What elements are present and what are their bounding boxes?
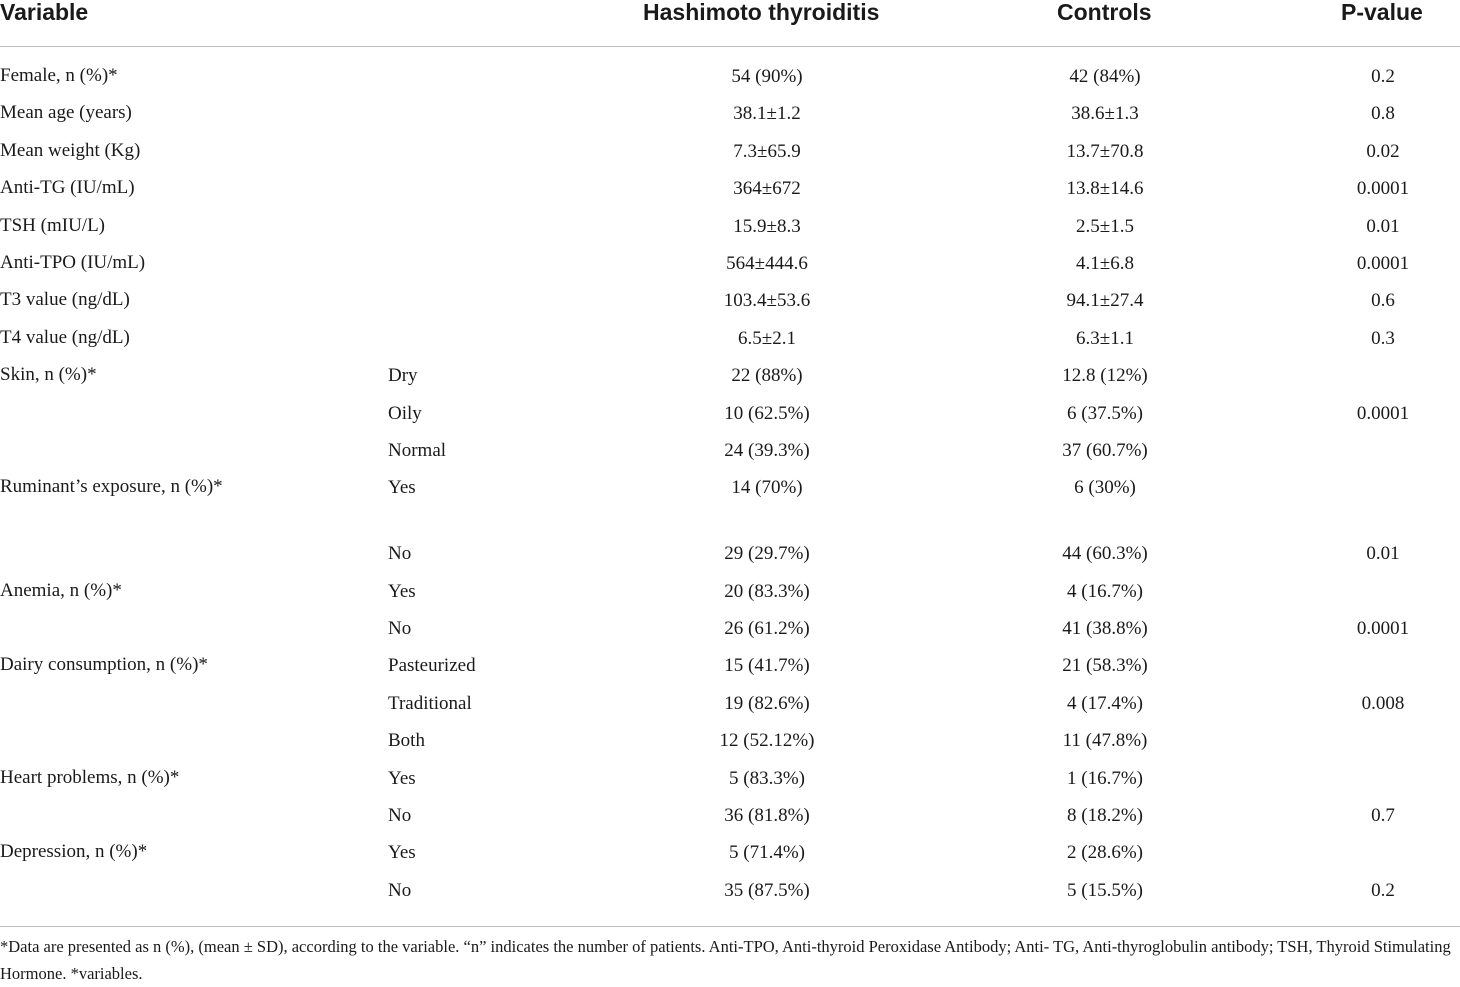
table-row [0,62,1460,99]
cell-hashimoto: 35 (87.5%) [724,879,810,901]
cell-pvalue: 0.2 [1371,66,1395,87]
cell-pvalue: 0.2 [1371,879,1395,901]
header-controls: Controls [1057,0,1152,25]
cell-pvalue: 0.7 [1371,805,1395,827]
cell-controls: 4 (17.4%) [1067,692,1143,714]
cell-hashimoto: 14 (70%) [731,477,803,499]
cell-hashimoto: 103.4±53.6 [723,290,811,312]
cell-pvalue: 0.02 [1366,140,1400,162]
cell-subcategory: Yes [388,477,416,499]
table-row [0,689,1460,726]
cell-variable: Ruminant’s exposure, n (%)* [0,476,223,498]
cell-variable: Heart problems, n (%)* [0,766,180,788]
cell-subcategory: No [388,879,412,901]
cell-hashimoto: 54 (90%) [731,66,803,87]
cell-pvalue: 0.0001 [1356,178,1410,200]
cell-controls: 11 (47.8%) [1062,730,1148,752]
cell-controls: 42 (84%) [1069,66,1141,87]
cell-controls: 4 (16.7%) [1067,580,1143,602]
table-row [0,286,1460,323]
table-row [0,399,1460,436]
cell-hashimoto: 38.1±1.2 [733,103,801,125]
cell-hashimoto: 24 (39.3%) [724,439,810,461]
cell-controls: 2 (28.6%) [1067,842,1143,864]
cell-pvalue: 0.01 [1366,543,1400,565]
cell-hashimoto: 15.9±8.3 [733,215,801,237]
cell-variable: Dairy consumption, n (%)* [0,654,208,676]
table-row [0,324,1460,361]
cell-subcategory: Yes [388,767,416,789]
cell-pvalue: 0.008 [1361,692,1405,714]
cell-controls: 13.7±70.8 [1066,140,1144,162]
table-row [0,801,1460,838]
cell-variable: Mean age (years) [0,102,132,124]
table-row [0,539,1460,576]
cell-subcategory: No [388,543,412,565]
table-row [0,651,1460,688]
cell-variable: Anemia, n (%)* [0,579,122,601]
cell-controls: 5 (15.5%) [1067,879,1143,901]
cell-pvalue: 0.6 [1371,290,1395,312]
table-row [0,838,1460,875]
cell-subcategory: Dry [388,365,418,387]
cell-pvalue: 0.8 [1371,103,1395,125]
table-row [0,614,1460,651]
header-hashimoto: Hashimoto thyroiditis [643,0,880,25]
cell-pvalue: 0.0001 [1356,402,1410,424]
cell-variable: Skin, n (%)* [0,364,97,386]
cell-subcategory: Traditional [388,692,472,714]
cell-hashimoto: 12 (52.12%) [719,730,815,752]
cell-hashimoto: 364±672 [733,178,801,200]
table-row [0,473,1460,539]
table-row [0,436,1460,473]
cell-controls: 41 (38.8%) [1062,618,1148,640]
table-row [0,876,1460,913]
table-row [0,137,1460,174]
cell-controls: 6 (37.5%) [1067,402,1143,424]
cell-variable: Anti-TG (IU/mL) [0,177,135,199]
cell-hashimoto: 564±444.6 [726,252,808,274]
cell-hashimoto: 6.5±2.1 [738,327,796,349]
cell-controls: 38.6±1.3 [1071,103,1139,125]
cell-controls: 1 (16.7%) [1067,767,1143,789]
table-row [0,577,1460,614]
cell-variable: T4 value (ng/dL) [0,326,130,348]
table-row [0,764,1460,801]
table-header [0,0,1460,47]
cell-controls: 13.8±14.6 [1066,178,1144,200]
cell-subcategory: Both [388,730,425,752]
cell-subcategory: Oily [388,402,422,424]
cell-controls: 44 (60.3%) [1062,543,1148,565]
header-variable: Variable [0,0,89,25]
cell-controls: 6.3±1.1 [1076,327,1134,349]
cell-controls: 2.5±1.5 [1076,215,1134,237]
cell-hashimoto: 29 (29.7%) [724,543,810,565]
table-row [0,726,1460,763]
cell-hashimoto: 15 (41.7%) [724,655,810,677]
cell-subcategory: Yes [388,842,416,864]
cell-controls: 12.8 (12%) [1062,365,1148,387]
cell-pvalue: 0.0001 [1356,252,1410,274]
cell-subcategory: No [388,805,412,827]
cell-controls: 21 (58.3%) [1062,655,1148,677]
cell-hashimoto: 26 (61.2%) [724,618,810,640]
cell-hashimoto: 10 (62.5%) [724,402,810,424]
cell-pvalue: 0.01 [1366,215,1400,237]
cell-variable: Female, n (%)* [0,65,118,86]
table-row [0,174,1460,211]
cell-controls: 6 (30%) [1074,477,1136,499]
cell-subcategory: Normal [388,439,447,461]
cell-hashimoto: 5 (71.4%) [729,842,805,864]
table-body [0,62,1460,913]
table-row [0,212,1460,249]
cell-variable: Mean weight (Kg) [0,139,141,161]
cell-variable: Anti-TPO (IU/mL) [0,251,146,273]
table-row [0,249,1460,286]
cell-variable: TSH (mIU/L) [0,214,106,236]
cell-variable: T3 value (ng/dL) [0,289,130,311]
cell-subcategory: Yes [388,580,416,602]
cell-pvalue: 0.0001 [1356,618,1410,640]
table-row [0,361,1460,398]
cell-hashimoto: 20 (83.3%) [724,580,810,602]
cell-hashimoto: 7.3±65.9 [733,140,801,162]
cell-subcategory: No [388,618,412,640]
cell-hashimoto: 22 (88%) [731,365,803,387]
cell-variable: Depression, n (%)* [0,841,148,863]
cell-subcategory: Pasteurized [388,655,476,677]
header-pvalue: P-value [1341,0,1423,25]
cell-hashimoto: 5 (83.3%) [729,767,805,789]
table-row [0,99,1460,136]
cell-hashimoto: 36 (81.8%) [724,805,810,827]
cell-controls: 4.1±6.8 [1076,252,1134,274]
cell-pvalue: 0.3 [1371,327,1395,349]
table-footnote: *Data are presented as n (%), (mean ± SD), according to the variable. “n” indicates the number of patients. Anti-TPO, Anti-thyroid Peroxidase Antibody; Anti- TG, Anti-thyroglobulin antibody; TSH, Thyroid Stimulating Hormone. *variables. [0,926,1460,987]
cell-hashimoto: 19 (82.6%) [724,692,810,714]
cell-controls: 37 (60.7%) [1062,439,1148,461]
cell-controls: 94.1±27.4 [1066,290,1144,312]
cell-controls: 8 (18.2%) [1067,805,1143,827]
